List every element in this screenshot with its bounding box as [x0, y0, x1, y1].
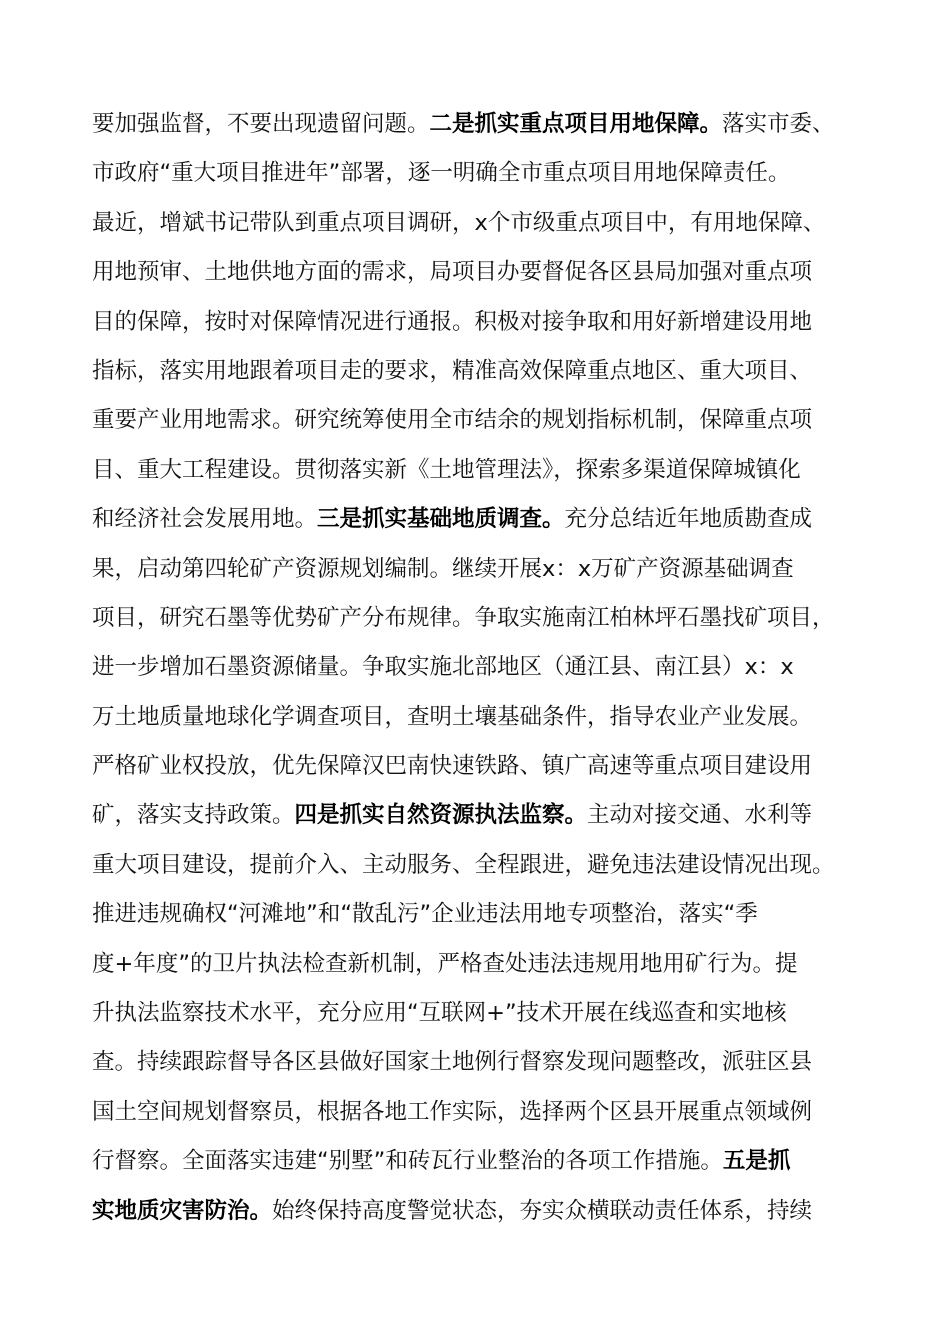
text-run: 重要产业用地需求。研究统筹使用全市结余的规划指标机制，保障重点项 — [92, 407, 813, 434]
text-run: 国土空间规划督察员，根据各地工作实际，选择两个区县开展重点领域例 — [92, 1098, 813, 1125]
text-run: 落实市委、 — [722, 111, 835, 137]
text-run: 始终保持高度警觉状态，夯实众横联动责任体系，持续 — [272, 1197, 813, 1224]
bold-heading-run: 三是抓实基础地质调查。 — [317, 506, 565, 533]
text-run: 要加强监督，不要出现遗留问题。 — [92, 111, 430, 137]
text-line — [92, 1038, 882, 1087]
bold-heading-run: 二是抓实重点项目用地保障。 — [429, 111, 723, 137]
text-run: 市政府“重大项目推进年”部署，逐一明确全市重点项目用地保障责任。 — [92, 160, 791, 187]
bold-heading-run: 五是抓 — [722, 1148, 791, 1175]
text-line — [92, 989, 882, 1038]
text-run: 行督察。全面落实违建“别墅”和砖瓦行业整治的各项工作措施。 — [92, 1148, 723, 1175]
text-run: 充分总结近年地质勘查成 — [564, 506, 813, 533]
text-run: 升执法监察技术水平，充分应用“互联网+”技术开展在线巡查和实地核 — [92, 1000, 787, 1027]
text-run: 进一步增加石墨资源储量。争取实施北部地区（通江县、南江县）x：x — [92, 654, 794, 681]
text-line — [92, 841, 882, 890]
text-line — [92, 100, 882, 149]
text-line — [92, 791, 882, 840]
text-line — [92, 347, 882, 396]
text-line — [92, 643, 882, 692]
text-line — [92, 545, 882, 594]
text-run: 重大项目建设，提前介入、主动服务、全程跟进，避免违法建设情况出现。 — [92, 851, 835, 878]
text-line — [92, 1088, 882, 1137]
text-line — [92, 396, 882, 445]
text-run: 用地预审、土地供地方面的需求，局项目办要督促各区县局加强对重点项 — [92, 259, 813, 286]
body-paragraph — [92, 100, 882, 1236]
text-line — [92, 199, 882, 248]
text-line — [92, 594, 882, 643]
bold-heading-run: 四是抓实自然资源执法监察。 — [294, 802, 588, 829]
text-line — [92, 1187, 882, 1236]
text-run: 目的保障，按时对保障情况进行通报。积极对接争取和用好新增建设用地 — [92, 308, 813, 335]
text-run: 度+年度”的卫片执法检查新机制，严格查处违法违规用地用矿行为。提 — [92, 950, 798, 977]
text-line — [92, 149, 882, 198]
text-run: 主动对接交通、水利等 — [587, 802, 813, 829]
text-line — [92, 742, 882, 791]
text-run: 项目，研究石墨等优势矿产分布规律。争取实施南江柏林坪石墨找矿项目， — [92, 604, 835, 631]
text-line — [92, 940, 882, 989]
text-line — [92, 248, 882, 297]
text-line — [92, 890, 882, 939]
text-run: 矿，落实支持政策。 — [92, 802, 295, 829]
bold-heading-run: 实地质灾害防治。 — [92, 1197, 273, 1224]
text-run: 目、重大工程建设。贯彻落实新《土地管理法》，探索多渠道保障城镇化 — [92, 456, 801, 483]
text-line — [92, 446, 882, 495]
text-line — [92, 298, 882, 347]
text-line — [92, 495, 882, 544]
text-run: 果，启动第四轮矿产资源规划编制。继续开展x：x万矿产资源基础调查 — [92, 555, 794, 582]
text-run: 万土地质量地球化学调查项目，查明土壤基础条件，指导农业产业发展。 — [92, 703, 813, 730]
text-run: 查。持续跟踪督导各区县做好国家土地例行督察发现问题整改，派驻区县 — [92, 1049, 813, 1076]
text-run: 指标，落实用地跟着项目走的要求，精准高效保障重点地区、重大项目、 — [92, 357, 813, 384]
text-line — [92, 1137, 882, 1186]
text-run: 推进违规确权“河滩地”和“散乱污”企业违法用地专项整治，落实“季 — [92, 901, 758, 928]
text-line — [92, 693, 882, 742]
text-run: 和经济社会发展用地。 — [92, 506, 318, 533]
text-run: 严格矿业权投放，优先保障汉巴南快速铁路、镇广高速等重点项目建设用 — [92, 753, 813, 780]
text-run: 最近，增斌书记带队到重点项目调研，x个市级重点项目中，有用地保障、 — [92, 209, 826, 236]
